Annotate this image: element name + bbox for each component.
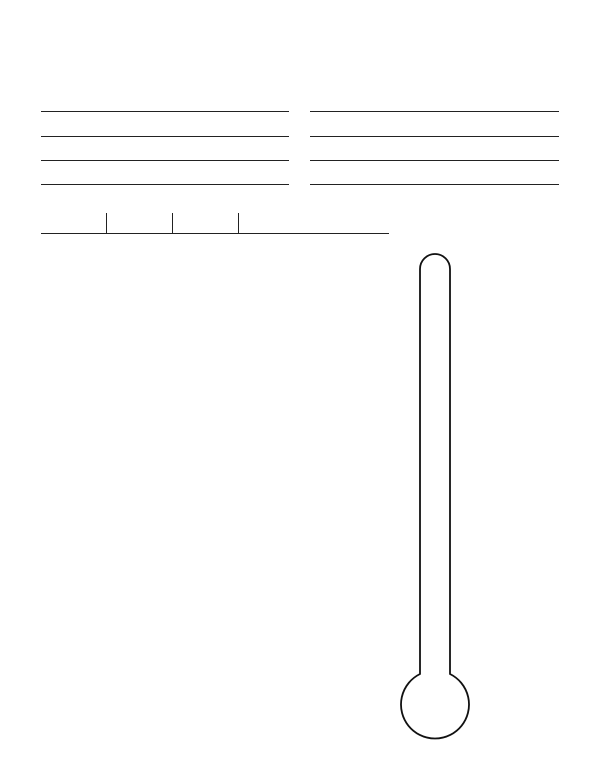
thermometer-outline	[401, 254, 469, 739]
